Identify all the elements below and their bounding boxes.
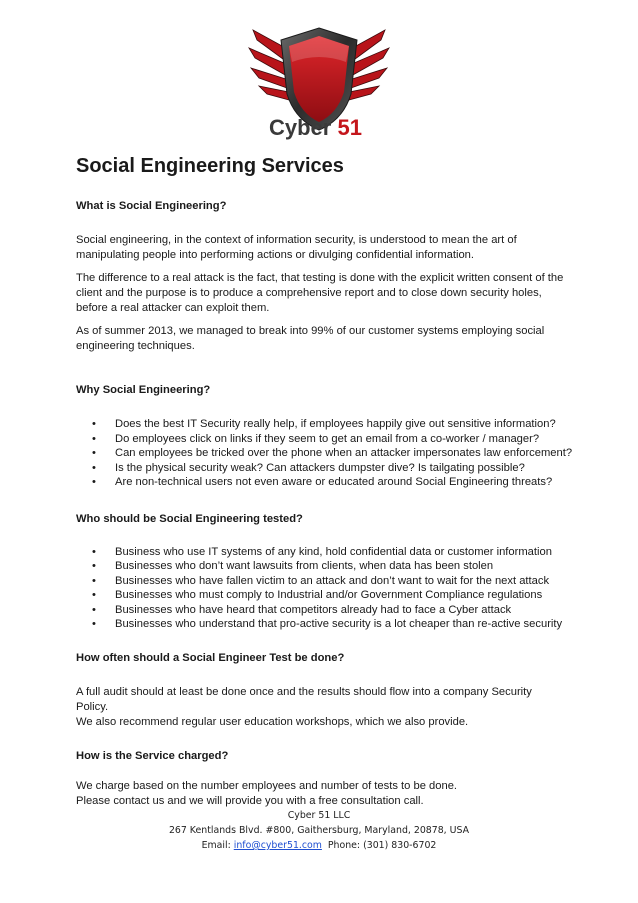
heading-often: How often should a Social Engineer Test be done? [76,651,345,664]
list-item: • Do employees click on links if they seem to get an email from a co-worker / manager? [76,432,566,447]
list-item: • Businesses who have heard that competitors already had to face a Cyber attack [76,603,566,618]
footer-contact [0,838,638,853]
list-item: • Businesses who must comply to Industrial and/or Government Compliance regulations [76,588,566,603]
footer-address: 267 Kentlands Blvd. #800, Gaithersburg, Maryland, 20878, USA [168,825,470,836]
list-item: • Can employees be tricked over the phone when an attacker impersonates law enforcement? [76,446,566,461]
list-item: • Businesses who have fallen victim to an attack and don’t want to wait for the next attack [76,574,566,589]
heading-charged: How is the Service charged? [76,749,229,762]
list-why [76,417,573,490]
list-item: • Businesses who understand that pro-active security is a lot cheaper than re-active security [76,617,566,632]
paragraph-what-1: Social engineering, in the context of information security, is understood to mean the art of manipulating people into performing actions or divulging confidential information. [76,234,517,261]
footer-email-link[interactable]: info@cyber51.com [233,840,322,851]
paragraph-charged-2: Please contact us and we will provide you with a free consultation call. [76,794,424,807]
heading-what: What is Social Engineering? [76,200,227,212]
paragraph-often-1: A full audit should at least be done once and the results should flow into a company Security Policy. [76,685,532,713]
paragraph-charged-1: We charge based on the number employees and number of tests to be done. [76,779,458,792]
paragraph-what-2: The difference to a real attack is the fact, that testing is done with the explicit written consent of the client and the purpose is to produce a comprehensive report and to close down security holes, before a real attacker can exploit them. [76,272,564,314]
document-body [76,152,573,809]
logo-word: Cyber [269,115,332,140]
logo-number: 51 [337,115,362,140]
footer-company: Cyber 51 LLC [287,810,351,821]
heading-why: Why Social Engineering? [76,384,211,396]
footer-email-label: Email: [201,840,234,851]
heading-who: Who should be Social Engineering tested? [76,512,303,525]
page-title: Social Engineering Services [76,155,344,177]
logo-wordmark [269,115,379,141]
footer-phone: Phone: (301) 830-6702 [327,840,437,851]
list-item: • Are non-technical users not even aware or educated around Social Engineering threats? [76,475,566,490]
paragraph-often-2: We also recommend regular user education workshops, which we also provide. [76,715,469,728]
list-item: • Businesses who don’t want lawsuits from clients, when data has been stolen [76,559,566,574]
list-who [76,545,566,632]
list-item: • Business who use IT systems of any kind, hold confidential data or customer information [76,545,566,560]
list-item: • Does the best IT Security really help, if employees happily give out sensitive information? [76,417,566,432]
list-item: • Is the physical security weak? Can attackers dumpster dive? Is tailgating possible? [76,461,566,476]
paragraph-what-3: As of summer 2013, we managed to break into 99% of our customer systems employing social engineering techniques. [76,325,545,352]
footer [0,808,638,853]
